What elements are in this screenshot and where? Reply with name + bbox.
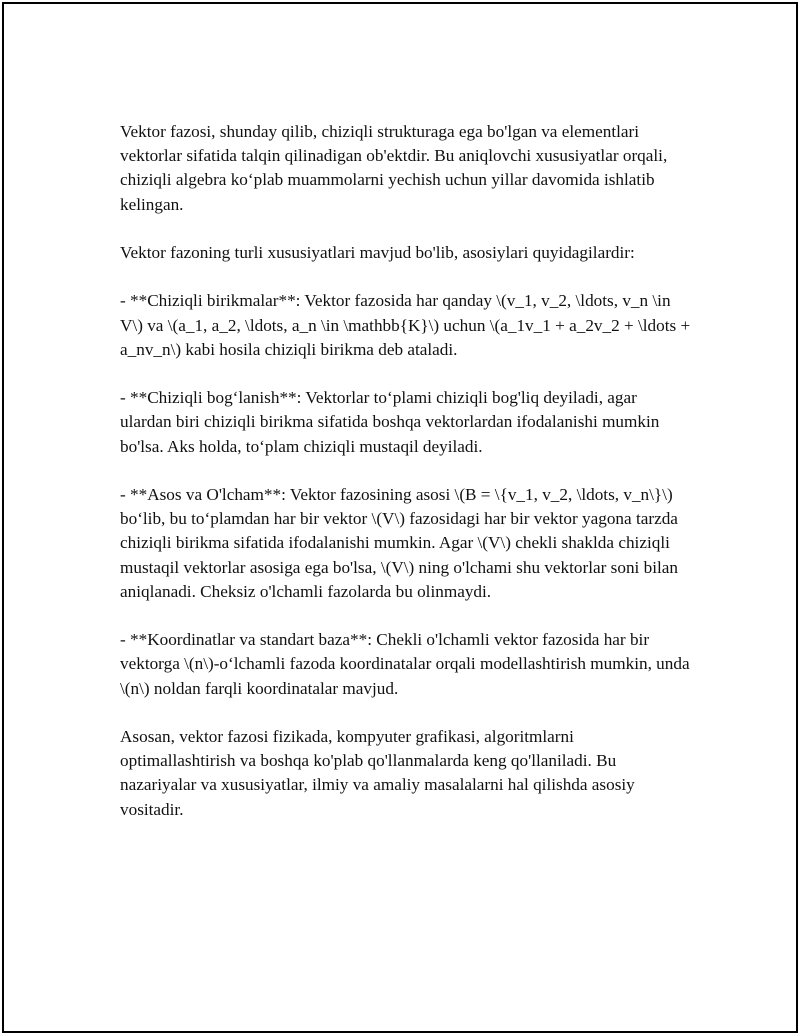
paragraph-properties-lead: Vektor fazoning turli xususiyatlari mavjud bo'lib, asosiylari quyidagilardir:	[120, 243, 635, 262]
paragraph-conclusion: Asosan, vektor fazosi fizikada, kompyuter grafikasi, algoritmlarni optimallashtirish va boshqa ko'plab qo'llanmalarda keng qo'llaniladi. Bu nazariyalar va xususiyatlar, ilmiy va amaliy masalalarni hal qilishda asosiy vositadir.	[120, 726, 635, 819]
list-item-linear-dependence: - **Chiziqli bog‘lanish**: Vektorlar to‘plami chiziqli bog'liq deyiladi, agar ulardan biri chiziqli birikma sifatida boshqa vektorlardan ifodalanishi mumkin bo'lsa. Aks holda, to‘plam chiziqli mustaqil deyiladi.	[120, 388, 660, 456]
list-item-coordinates: - **Koordinatlar va standart baza**: Chekli o'lchamli vektor fazosida har bir vektorga \(n\)-o‘lchamli fazoda koordinatalar orqali modellashtirish mumkin, unda \(n\) noldan farqli koordinatalar mavjud.	[120, 630, 690, 698]
list-item-linear-combinations: - **Chiziqli birikmalar**: Vektor fazosida har qanday \(v_1, v_2, \ldots, v_n \in V\) va \(a_1, a_2, \ldots, a_n \in \mathbb{K}\) uchun \(a_1v_1 + a_2v_2 + \ldots + a_nv_n\) kabi hosila chiziqli birikma deb ataladi.	[120, 291, 691, 359]
document-page	[2, 2, 798, 1033]
paragraph-intro: Vektor fazosi, shunday qilib, chiziqli strukturaga ega bo'lgan va elementlari vektorlar sifatida talqin qilinadigan ob'ektdir. Bu aniqlovchi xususiyatlar orqali, chiziqli algebra ko‘plab muammolarni yechish uchun yillar davomida ishlatib kelingan.	[120, 122, 668, 214]
list-item-basis-dimension: - **Asos va O'lcham**: Vektor fazosining asosi \(B = \{v_1, v_2, \ldots, v_n\}\) bo‘lib, bu to‘plamdan har bir vektor \(V\) fazosidagi har bir vektor yagona tarzda chiziqli birikma sifatida ifodalanishi mumkin. Agar \(V\) chekli shaklda chiziqli mustaqil vektorlar asosiga ega bo'lsa, \(V\) ning o'lchami shu vektorlar soni bilan aniqlanadi. Cheksiz o'lchamli fazolarda bu olinmaydi.	[120, 484, 678, 601]
document-body	[120, 120, 692, 846]
